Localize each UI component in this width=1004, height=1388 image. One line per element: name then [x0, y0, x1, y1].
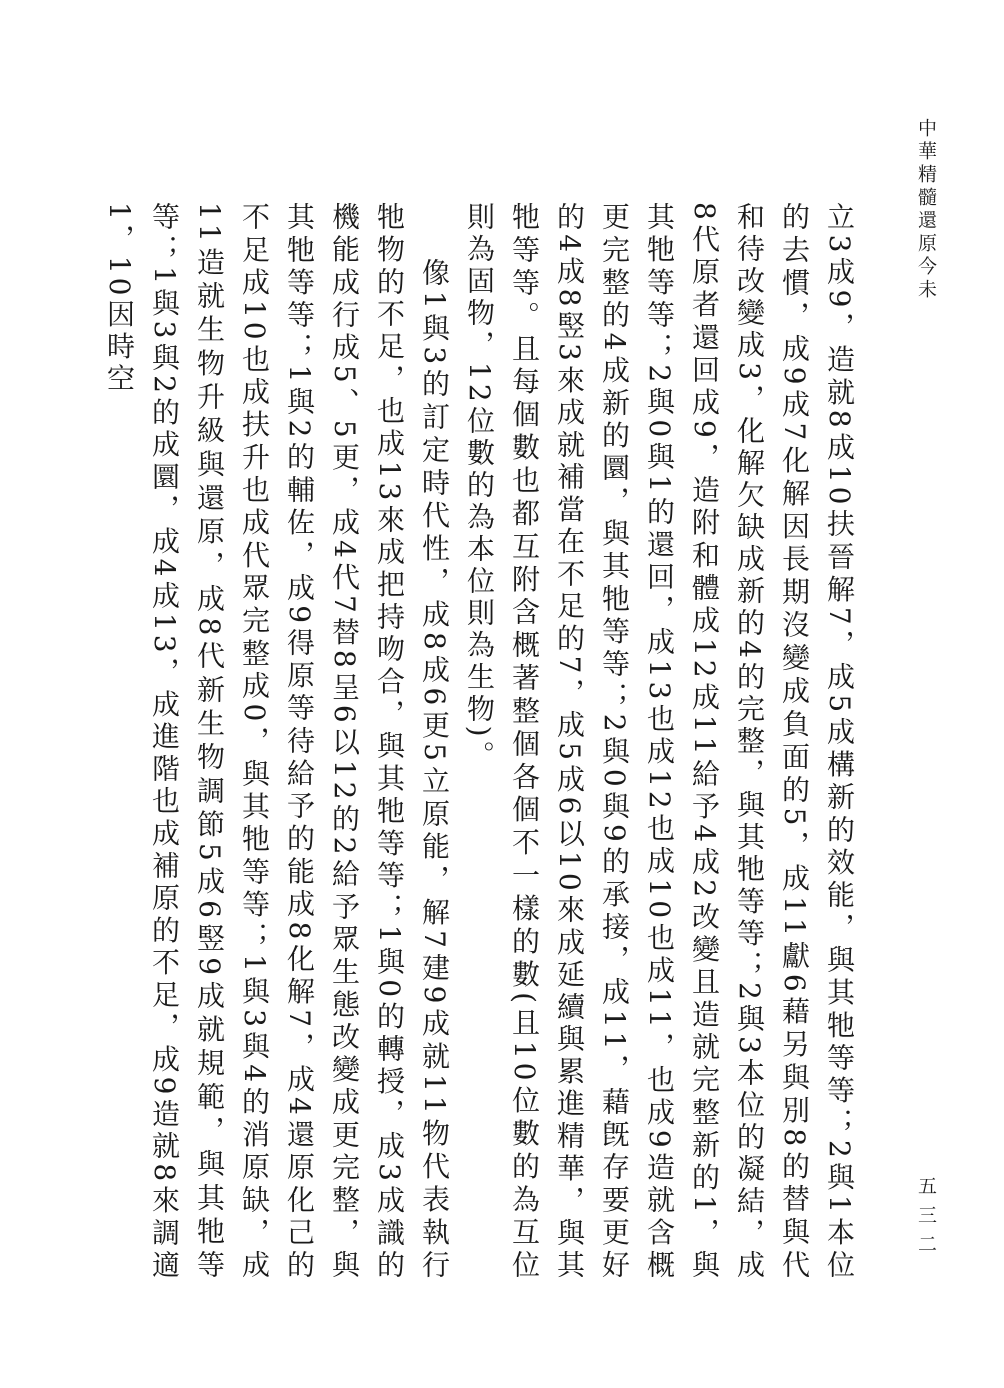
page-number: 五三二 — [915, 1176, 937, 1263]
paragraph-1: 立3成9，造就8成10扶晉解7，成5成構新的效能，與其牠等等；2與1本位的去慣，成9成7化解因長期沒變成負面的5，成11獻6藉另與別8的替與代和待改變成3，化解欠缺成新的4的完整，與其牠等等；2與3本位的凝結，成8代原者還回成9，造附和體成12成11給予4成2改變且造就完整新的1，與其牠等等；2與0與1的還回，成13也成12也成10也成11，也成9造就含概更完整的4成新的圜，與其牠等等；2與0與9的承接，成11，藉旣存要更好的4成8竪3來成就補當在不足的7，成5成6以10來成延續與累進精華，與其牠等等。且每個數也都互附含概著整個各個不一樣的數(且10位數的為互位則為固物，12位數的為本位則為生物)。 — [463, 202, 856, 1282]
paragraph-2: 像1與3的訂定時代性，成8成6更5立原能，解7建9成就11物代表執行牠物的不足，也成13來成把持吻合，與其牠等等；1與0的轉授，成3成識的機能成行成5、5更，成4代7替8呈6以12的2給予眾生態改變成更完整，與其牠等等；1與2的輔佐，成9得原等待給予的能成8化解7，成4還原化己的不足成10也成扶升也成代眾完整成0，與其牠等等；1與3與4的消原缺，成11造就生物升級與還原，成8代新生物調節5成6竪9成就規範，與其牠等等；1與3與2的成圜，成4成13，成進階也成補原的不足，成9造就8來調適1，10因時空 — [103, 202, 451, 1282]
body-text — [103, 202, 862, 1282]
running-title: 中華精髓還原今未 — [915, 118, 937, 302]
